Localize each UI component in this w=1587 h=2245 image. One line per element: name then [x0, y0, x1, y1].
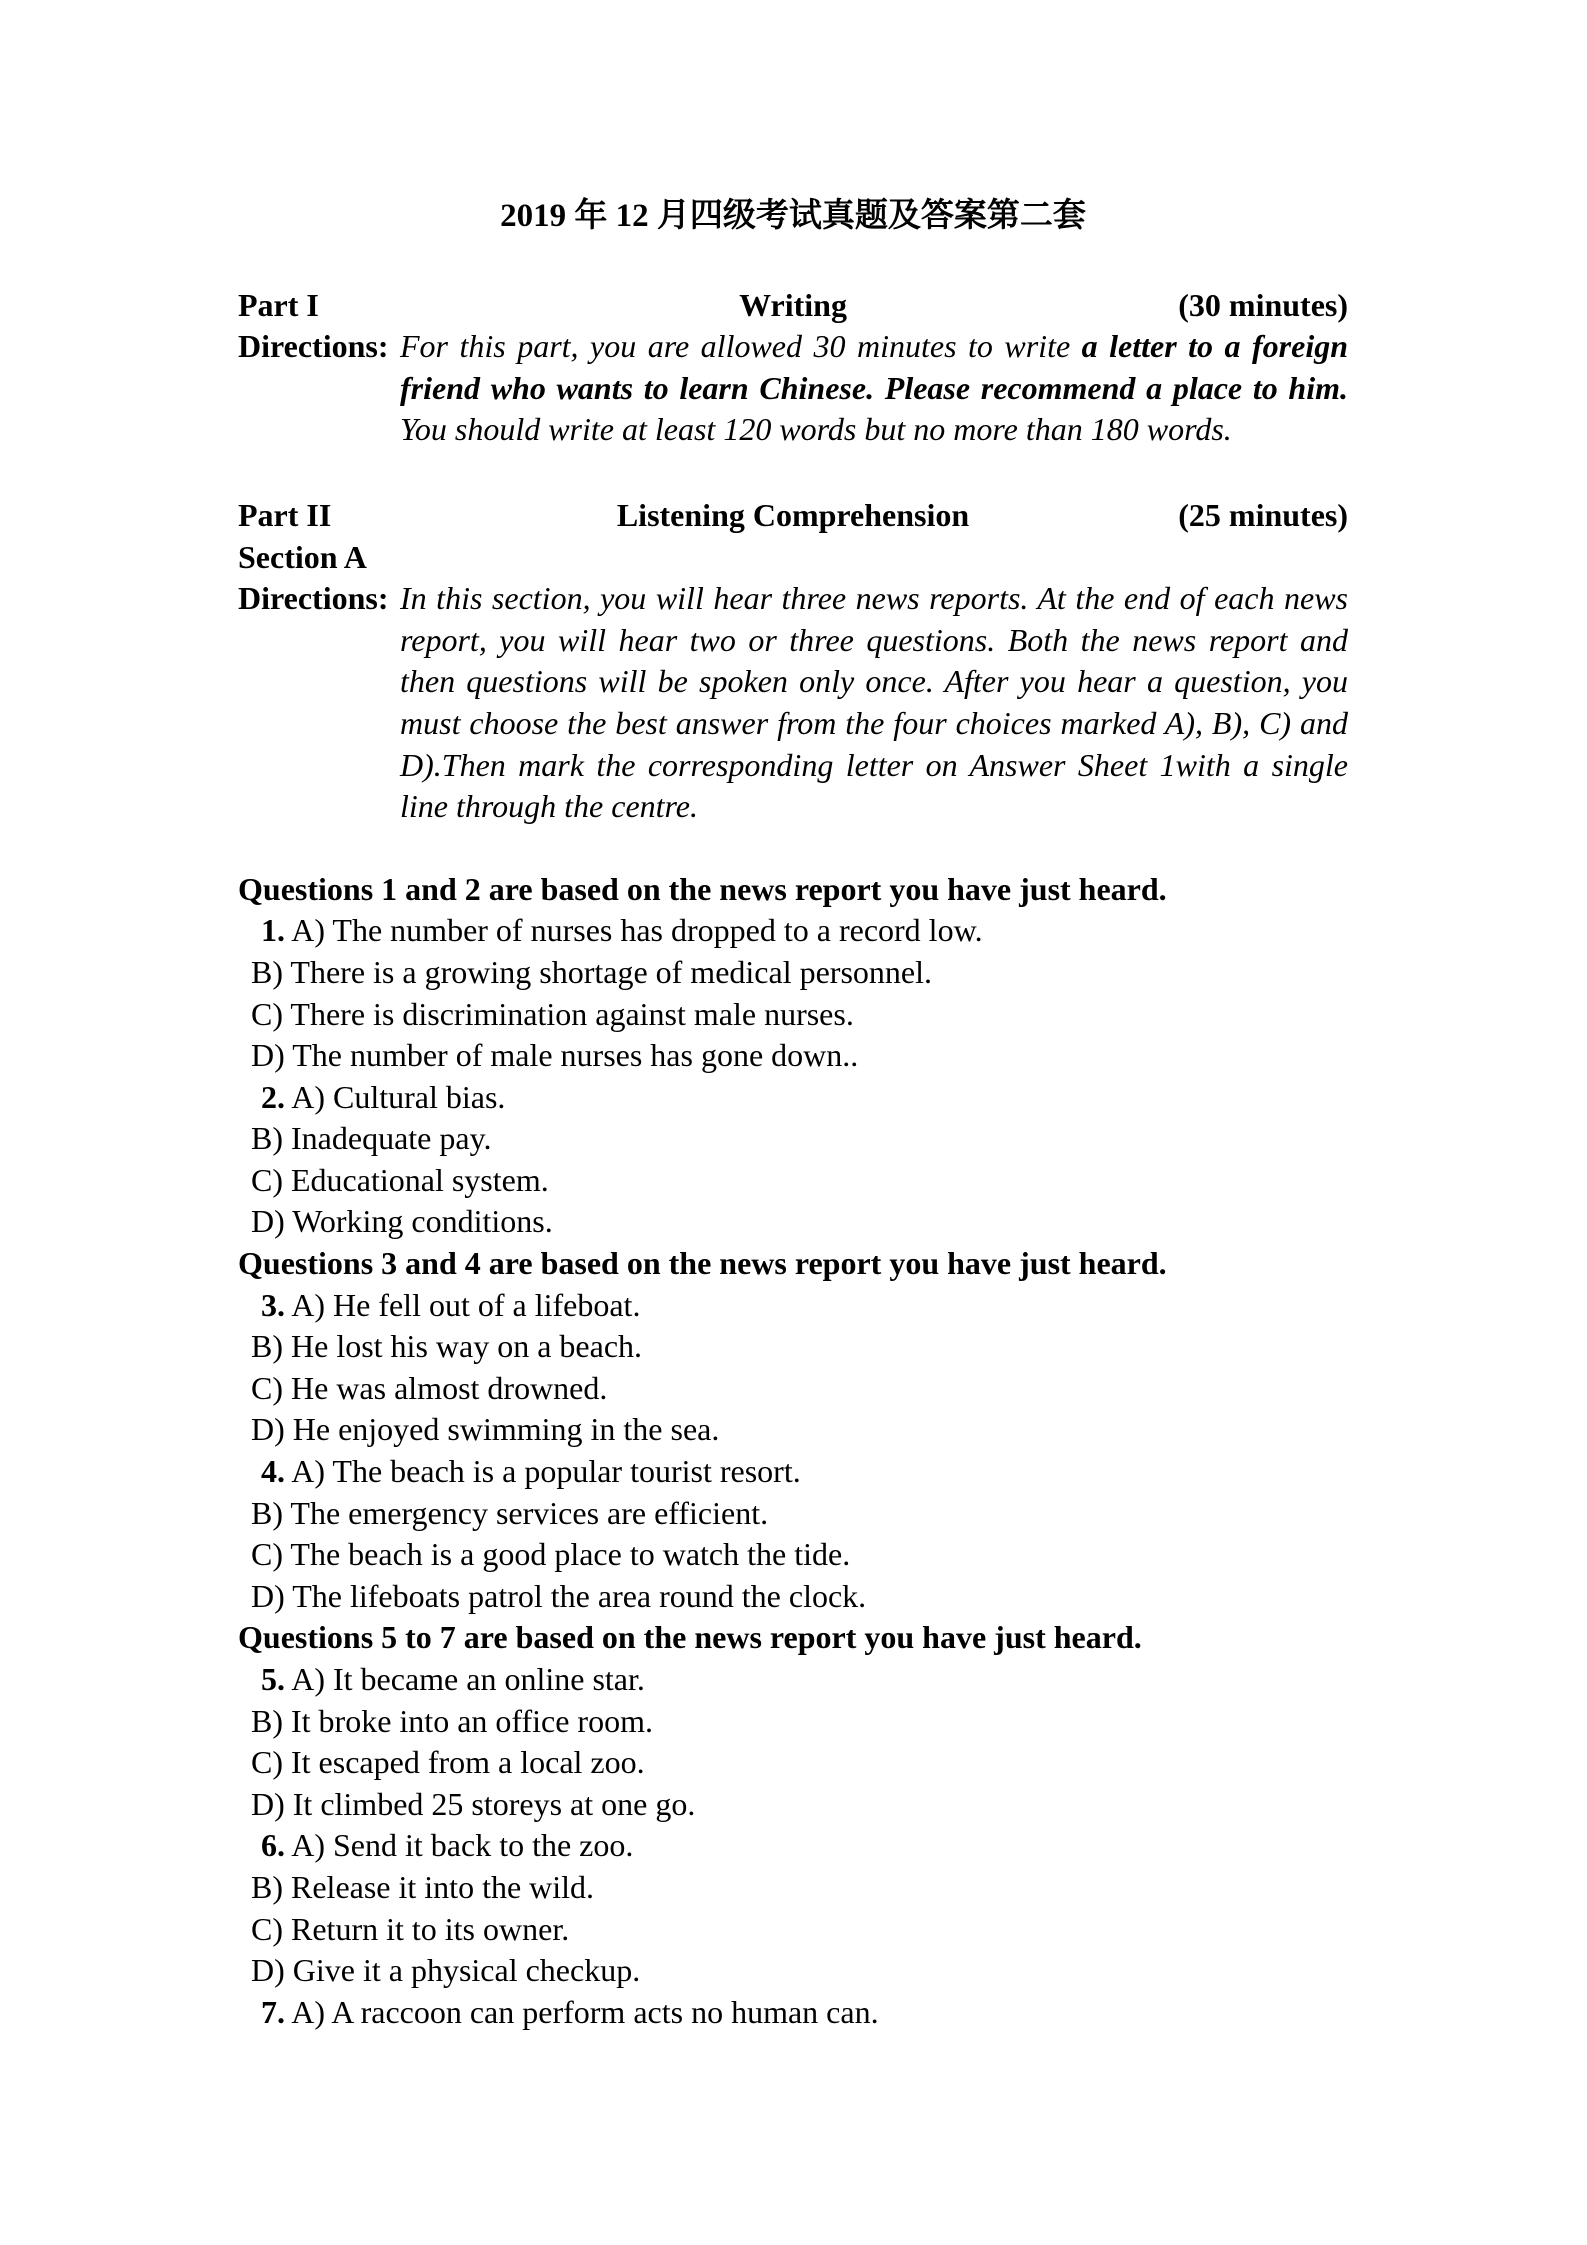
text-segment: a letter to a foreign — [1081, 328, 1348, 365]
question-option-line — [238, 1742, 1348, 1784]
question-number: 4. — [261, 1453, 285, 1490]
option-text: D) It climbed 25 storeys at one go. — [251, 1785, 696, 1822]
option-text: B) There is a growing shortage of medical personnel. — [251, 953, 932, 990]
question-option-line-first — [238, 1659, 1348, 1701]
question-option-line — [238, 1867, 1348, 1909]
option-text: A) It became an online star. — [291, 1661, 645, 1697]
directions-line — [400, 745, 1348, 787]
directions-line — [400, 661, 1348, 703]
option-text: A) Cultural bias. — [291, 1078, 506, 1115]
question-option-line — [238, 1909, 1348, 1951]
question-option-line — [238, 1534, 1348, 1576]
option-text: B) Inadequate pay. — [251, 1120, 492, 1157]
text-segment: You should write at least 120 words but no more than 180 words. — [400, 411, 1232, 448]
part-2-duration: (25 minutes) — [1178, 496, 1349, 533]
option-text: C) The beach is a good place to watch the tide. — [251, 1536, 851, 1573]
question-option-line — [238, 1409, 1348, 1451]
option-text: C) It escaped from a local zoo. — [251, 1744, 645, 1781]
text-segment: In this section, you will hear three news reports. At the end of each news — [400, 580, 1348, 617]
question-option-line-first — [238, 1451, 1348, 1493]
option-text: A) Send it back to the zoo. — [291, 1827, 634, 1864]
question-group-heading: Questions 1 and 2 are based on the news report you have just heard. — [238, 870, 1167, 907]
question-group-heading: Questions 5 to 7 are based on the news report you have just heard. — [238, 1619, 1142, 1656]
part-1-directions-body — [400, 326, 1348, 451]
text-segment: then questions will be spoken only once. After you hear a question, you — [400, 663, 1348, 700]
question-option-line — [238, 1201, 1348, 1243]
directions-line — [400, 786, 1348, 828]
directions-line — [400, 368, 1348, 410]
option-text: B) He lost his way on a beach. — [251, 1328, 643, 1365]
option-text: D) The lifeboats patrol the area round the clock. — [251, 1577, 867, 1614]
part-2-section — [238, 495, 1348, 828]
question-number: 1. — [261, 912, 285, 949]
question-group-heading: Questions 3 and 4 are based on the news report you have just heard. — [238, 1245, 1167, 1282]
question-number: 7. — [261, 1993, 285, 2030]
question-option-line — [238, 1950, 1348, 1992]
part-1-label: Part I — [238, 286, 319, 323]
text-segment: line through the centre. — [400, 788, 698, 825]
question-groups — [238, 869, 1348, 2034]
option-text: C) He was almost drowned. — [251, 1369, 608, 1406]
part-2-label: Part II — [238, 496, 332, 533]
option-text: C) Educational system. — [251, 1161, 549, 1198]
option-text: D) The number of male nurses has gone down.. — [251, 1037, 859, 1074]
document-page — [238, 196, 1348, 2033]
question-option-line-first — [238, 1077, 1348, 1119]
option-text: D) He enjoyed swimming in the sea. — [251, 1411, 720, 1448]
part-1-section — [238, 285, 1348, 451]
question-number: 2. — [261, 1078, 285, 1115]
question-option-line-first — [238, 1285, 1348, 1327]
option-text: C) There is discrimination against male nurses. — [251, 995, 854, 1032]
question-group — [238, 1243, 1348, 1617]
part-1-duration: (30 minutes) — [1178, 286, 1349, 323]
question-option-line-first — [238, 1992, 1348, 2034]
question-number: 6. — [261, 1827, 285, 1864]
option-text: A) The number of nurses has dropped to a record low. — [291, 912, 983, 949]
directions-line — [400, 409, 1348, 451]
question-option-line — [238, 1784, 1348, 1826]
part-2-header — [238, 495, 1348, 537]
option-text: C) Return it to its owner. — [251, 1910, 570, 1947]
option-text: A) The beach is a popular tourist resort. — [291, 1453, 801, 1490]
section-a-label: Section A — [238, 538, 367, 575]
directions-label: Directions: — [238, 328, 389, 365]
question-option-line — [238, 1118, 1348, 1160]
question-option-line — [238, 1493, 1348, 1535]
part-1-title: Writing — [739, 286, 847, 323]
question-option-line — [238, 994, 1348, 1036]
option-text: B) It broke into an office room. — [251, 1702, 653, 1739]
directions-line — [400, 703, 1348, 745]
text-segment: report, you will hear two or three questions. Both the news report and — [400, 621, 1348, 658]
question-option-line — [238, 1035, 1348, 1077]
text-segment: must choose the best answer from the four choices marked A), B), C) and — [400, 704, 1348, 741]
option-text: B) Release it into the wild. — [251, 1868, 595, 1905]
question-option-line — [238, 952, 1348, 994]
option-text: D) Working conditions. — [251, 1203, 553, 1240]
question-option-line-first — [238, 910, 1348, 952]
part-1-header — [238, 285, 1348, 327]
question-option-line — [238, 1701, 1348, 1743]
text-segment: friend who wants to learn Chinese. Please recommend a place to him. — [400, 369, 1348, 406]
option-text: A) He fell out of a lifeboat. — [291, 1286, 641, 1323]
option-text: B) The emergency services are efficient. — [251, 1494, 769, 1531]
question-number: 5. — [261, 1661, 285, 1697]
page-title: 2019 年 12 月四级考试真题及答案第二套 — [500, 198, 1086, 234]
question-option-line-first — [238, 1825, 1348, 1867]
directions-line — [400, 620, 1348, 662]
directions-label: Directions: — [238, 580, 389, 617]
question-group — [238, 1617, 1348, 2033]
part-2-directions-body — [400, 578, 1348, 828]
text-segment: D).Then mark the corresponding letter on Answer Sheet 1with a single — [400, 746, 1348, 783]
part-2-directions — [238, 578, 1348, 828]
option-text: D) Give it a physical checkup. — [251, 1952, 641, 1989]
part-1-directions — [238, 326, 1348, 451]
question-option-line — [238, 1160, 1348, 1202]
option-text: A) A raccoon can perform acts no human can. — [291, 1993, 879, 2030]
question-group — [238, 869, 1348, 1243]
part-2-title: Listening Comprehension — [616, 496, 970, 533]
question-option-line — [238, 1326, 1348, 1368]
question-option-line — [238, 1368, 1348, 1410]
text-segment: For this part, you are allowed 30 minutes to write — [400, 328, 1082, 365]
directions-line — [400, 326, 1348, 368]
question-number: 3. — [261, 1286, 285, 1323]
question-option-line — [238, 1576, 1348, 1618]
directions-line — [400, 578, 1348, 620]
